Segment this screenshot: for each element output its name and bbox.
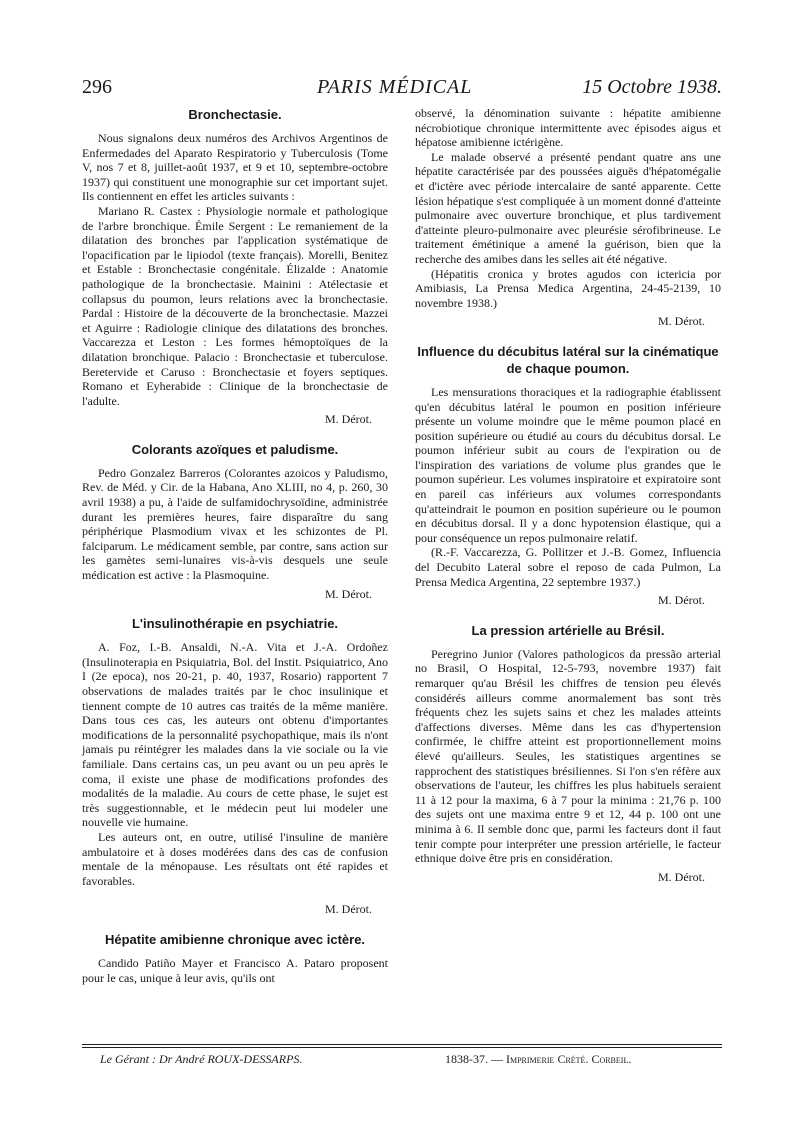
paragraph-continued: observé, la dénomination suivante : hépatite amibienne nécrobiotique chronique intermittente avec épisodes aigus et hépatose amibienne ictérigène.	[415, 106, 721, 150]
paragraph: Peregrino Junior (Valores pathologicos da pressão arterial no Brasil, O Hospital, 12-5-793, novembre 1937) fait remarquer qu'au Brésil les chiffres de tension peu élevés considérés ailleurs comme anormalement bas sont très fréquents chez les sujets sains et chez les malades atteints d'affections diverses. Même dans les cas d'hypertension confirmée, le chiffre atteint est proportionnellement moins élevé qu'ailleurs. Seules, les statistiques argentines se rapprochent des statistiques brésiliennes. Si l'on s'en réfère aux observations de l'auteur, les chiffres les plus habituels seraient 11 à 12 pour la maxima, 6 à 7 pour la minima : 21,76 p. 100 des sujets ont une maxima entre 9 et 12, 44 p. 100 ont une minima à 6. Il semble donc que, parmi les facteurs dont il faut tenir compte pour interpréter une pression artérielle, le facteur ethnique doive être pris en considération.	[415, 646, 721, 866]
paragraph: Les auteurs ont, en outre, utilisé l'insuline de manière ambulatoire et à doses modérées dans des cas de confusion mentale de la ménopause. Les résultats ont été rapides et favorables.	[82, 829, 388, 888]
gerant-line: Le Gérant : Dr André ROUX-DESSARPS.	[100, 1052, 303, 1066]
paragraph: Mariano R. Castex : Physiologie normale et pathologique de l'arbre bronchique. Émile Sergent : Le remaniement de la dilatation des bronches par l'application systématique de l'opacification par le lipiodol (texte français). Morelli, Benitez et Estable : Bronchectasie congénitale. Élizalde : Anatomie pathologique de la bronchectasie. Mainini : Atélectasie et collapsus du poumon, leurs relations avec la bronchectasie. Pardal : Histoire de la découverte de la bronchectasie. Mazzei et Aguirre : Radiologie clinique des dilatations des bronches. Vaccarezza et Leston : Les formes hémoptoïques de la dilatation bronchique. Palacio : Bronchectasie et tuberculose. Beretervide et Caruso : Bronchectasie et foyers septiques. Romano et Eyherabide : Clinique de la bronchectasie de l'adulte.	[82, 203, 388, 408]
right-column	[415, 106, 721, 884]
paragraph: Pedro Gonzalez Barreros (Colorantes azoicos y Paludismo, Rev. de Méd. y Cir. de la Habana, Ano XLIII, no 4, p. 260, 30 avril 1938) a pu, à l'aide de sulfamidochrysoïdine, administrée durant les premières heures, faire disparaître du sang périphérique Plasmodium vivax et les schizontes de Pl. falciparum. Le médicament semble, par contre, sans action sur les gamètes semi-lunaires vis-à-vis desquels une seule médication est active : la Plasmoquine.	[82, 465, 388, 583]
left-column	[82, 106, 388, 985]
section-title-hepatite: Hépatite amibienne chronique avec ictère.	[104, 931, 366, 947]
paragraph: A. Foz, I.-B. Ansaldi, N.-A. Vita et J.-A. Ordoñez (Insulinoterapia en Psiquiatria, Bol. del Instit. Psiquiatrico, Ano I (2e epoca), nos 20-21, p. 40, 1937, Rosario) rapportent 7 observations de malades traités par le choc insulinique et tiennent compte de 10 autres cas traités de la même manière. Dans tous ces cas, les auteurs ont obtenu d'importantes modifications de la personnalité psychopathique, mais ils n'ont jamais pu réintégrer les malades dans la vie sociale ou la vie familiale. Dans certains cas, un peu avant ou un peu après le coma, il existe une phase de modifications profondes des modalités de la maladie. Au cours de cette phase, le sujet est très suggestionnable, et le médecin peut lui modeler une nouvelle vie humaine.	[82, 640, 388, 830]
page-header	[82, 76, 722, 106]
signature: M. Dérot.	[325, 586, 372, 601]
paragraph: Candido Patiño Mayer et Francisco A. Pataro proposent pour le cas, unique à leur avis, qu'ils ont	[82, 955, 388, 985]
section-title-colorants: Colorants azoïques et paludisme.	[131, 441, 339, 457]
paragraph: Les mensurations thoraciques et la radiographie établissent qu'en décubitus latéral le poumon en position inférieure présente un volume moindre que le même poumon placé en position supérieure ou étudié au cours du décubitus dorsal. Le poumon inférieur subit au cours de l'expiration ou de l'inspiration des variations de volume plus grandes que le poumon supérieur. Les volumes inspiratoire et expiratoire sont en pareil cas inférieurs aux volumes correspondants qu'atteindrait le poumon en position supérieure ou le poumon en décubitus dorsal. Il y a donc hypotension élastique, qui a pour conséquence un repos pulmonaire relatif.	[415, 384, 721, 545]
page-number: 296	[82, 76, 112, 98]
section-title-decubitus: Influence du décubitus latéral sur la cinématique de chaque poumon.	[417, 343, 719, 376]
signature: M. Dérot.	[325, 902, 372, 917]
reference: (Hépatitis cronica y brotes agudos con ictericia por Amibiasis, La Prensa Medica Argentina, 24-45-2139, 10 novembre 1938.)	[415, 266, 721, 310]
section-title-bronchectasie: Bronchectasie.	[188, 107, 282, 122]
section-title-pression: La pression artérielle au Brésil.	[471, 622, 665, 638]
printer-line: 1838-37. — Imprimerie Crété. Corbeil.	[445, 1052, 632, 1066]
reference: (R.-F. Vaccarezza, G. Pollitzer et J.-B. Gomez, Influencia del Decubito Lateral sobre el reposo de cada Pulmon, La Prensa Medica Argentina, 22 septembre 1937.)	[415, 545, 721, 589]
issue-date: 15 Octobre 1938.	[582, 76, 722, 98]
paragraph: Le malade observé a présenté pendant quatre ans une hépatite caractérisée par des poussées aiguës d'hépatomégalie et d'ictère avec période intercalaire de santé apparente. Cette lésion hépatique s'est compliquée à un moment donné d'atteinte pulmonaire avec ouverture bronchique, et plus tardivement d'atteinte pleuro-pulmonaire avec pleurésie sérofibrineuse. Le traitement émétinique a amené la guérison, bien que la recherche des amibes dans les selles ait été négative.	[415, 149, 721, 266]
footer-rule	[82, 1047, 722, 1048]
section-title-insulinotherapie: L'insulinothérapie en psychiatrie.	[131, 616, 339, 632]
signature: M. Dérot.	[658, 593, 705, 608]
signature: M. Dérot.	[658, 869, 705, 884]
signature: M. Dérot.	[658, 314, 705, 329]
journal-title: PARIS MÉDICAL	[317, 76, 473, 98]
paragraph: Nous signalons deux numéros des Archivos Argentinos de Enfermedades del Aparato Respiratorio y Tuberculosis (Tome V, nos 7 et 8, juillet-août 1937, et 9 et 10, septembre-octobre 1937) qui constituent une monographie sur cet important sujet. Ils contiennent en effet les articles suivants :	[82, 131, 388, 204]
signature: M. Dérot.	[325, 412, 372, 427]
footer-rule	[82, 1044, 722, 1045]
